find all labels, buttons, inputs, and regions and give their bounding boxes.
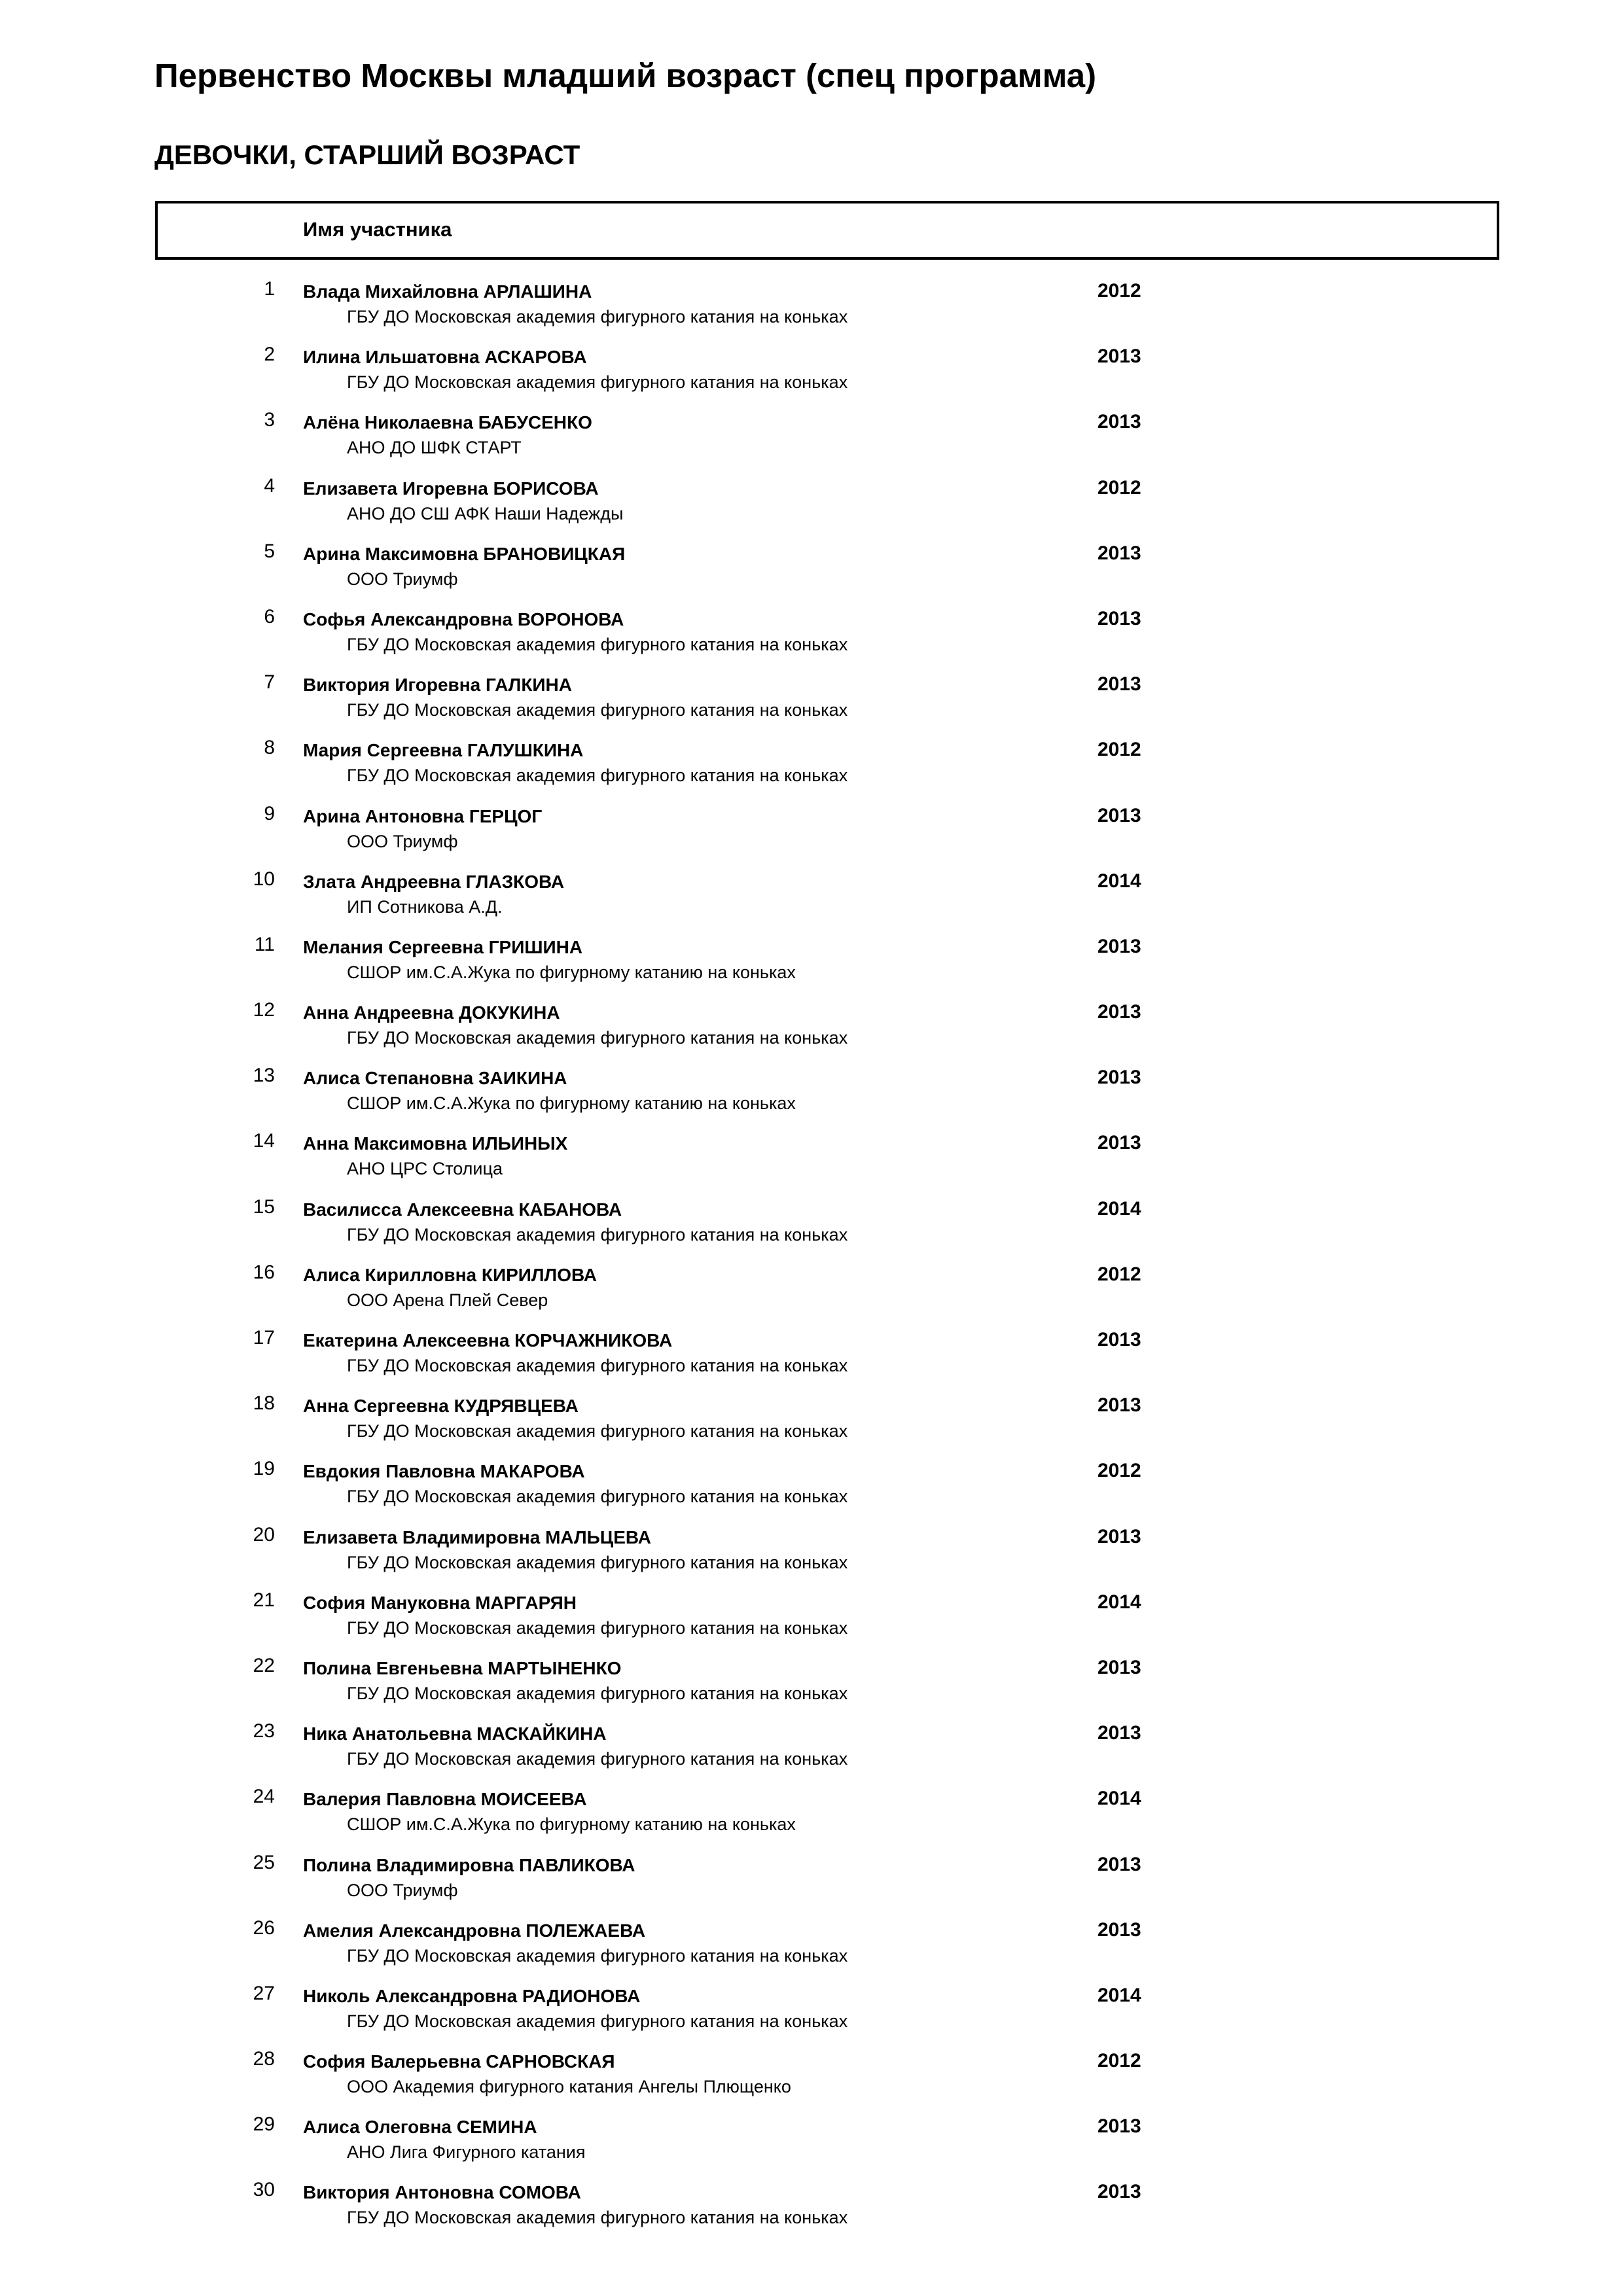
participant-number: 28 xyxy=(253,2048,275,2070)
participant-birth-year: 2013 xyxy=(1097,1656,1141,1678)
participant-organization: ИП Сотникова А.Д. xyxy=(347,896,503,917)
participant-name: Анна Максимовна ИЛЬИНЫХ xyxy=(303,1133,568,1154)
participant-name: Злата Андреевна ГЛАЗКОВА xyxy=(303,871,565,892)
participant-name: Елизавета Владимировна МАЛЬЦЕВА xyxy=(303,1527,651,1547)
participant-number: 7 xyxy=(264,671,275,694)
participant-birth-year: 2013 xyxy=(1097,1067,1141,1089)
participant-birth-year: 2012 xyxy=(1097,739,1141,761)
participant-row xyxy=(0,1785,1623,1850)
participant-row xyxy=(0,277,1623,343)
page-title: Первенство Москвы младший возраст (спец программа) xyxy=(154,57,1097,94)
participant-organization: ГБУ ДО Московская академия фигурного катания на коньках xyxy=(347,2208,848,2228)
participant-number: 17 xyxy=(253,1327,275,1349)
participant-number: 11 xyxy=(254,933,275,955)
participant-number: 26 xyxy=(253,1916,275,1939)
participant-organization: ГБУ ДО Московская академия фигурного катания на коньках xyxy=(347,1683,848,1703)
participant-name: Анна Андреевна ДОКУКИНА xyxy=(303,1002,560,1023)
participant-row xyxy=(0,1392,1623,1457)
participant-row xyxy=(0,1916,1623,1982)
participant-number: 18 xyxy=(253,1392,275,1415)
participant-name: Анна Сергеевна КУДРЯВЦЕВА xyxy=(303,1396,579,1417)
participant-number: 6 xyxy=(264,605,275,627)
participant-name: Алёна Николаевна БАБУСЕНКО xyxy=(303,412,592,433)
participant-organization: АНО Лига Фигурного катания xyxy=(347,2142,586,2163)
participant-birth-year: 2013 xyxy=(1097,1853,1141,1875)
participant-number: 21 xyxy=(253,1589,275,1611)
participant-row xyxy=(0,474,1623,540)
participant-number: 27 xyxy=(253,1982,275,2004)
participant-birth-year: 2013 xyxy=(1097,542,1141,564)
participant-row xyxy=(0,2178,1623,2244)
participant-birth-year: 2013 xyxy=(1097,1918,1141,1941)
participant-number: 22 xyxy=(253,1654,275,1676)
participant-birth-year: 2013 xyxy=(1097,1394,1141,1417)
participant-name: Евдокия Павловна МАКАРОВА xyxy=(303,1461,585,1482)
participant-birth-year: 2013 xyxy=(1097,2181,1141,2203)
participant-number: 5 xyxy=(264,540,275,562)
participant-row xyxy=(0,1195,1623,1261)
participant-row xyxy=(0,1720,1623,1785)
participant-birth-year: 2013 xyxy=(1097,1132,1141,1154)
participant-number: 15 xyxy=(253,1195,275,1218)
participant-organization: ГБУ ДО Московская академия фигурного катания на коньках xyxy=(347,1224,848,1245)
participant-row xyxy=(0,2047,1623,2113)
participant-organization: ООО Арена Плей Север xyxy=(347,1290,548,1310)
participant-row xyxy=(0,1982,1623,2047)
participant-row xyxy=(0,868,1623,933)
participant-organization: АНО ДО ШФК СТАРТ xyxy=(347,438,522,458)
participant-row xyxy=(0,736,1623,802)
participant-birth-year: 2013 xyxy=(1097,1722,1141,1744)
category-subtitle: ДЕВОЧКИ, СТАРШИЙ ВОЗРАСТ xyxy=(154,139,580,170)
participant-row xyxy=(0,605,1623,671)
participant-organization: ООО Триумф xyxy=(347,569,458,589)
participant-number: 13 xyxy=(253,1065,275,1087)
participant-row xyxy=(0,1654,1623,1720)
participant-organization: ГБУ ДО Московская академия фигурного катания на коньках xyxy=(347,766,848,786)
participant-organization: ГБУ ДО Московская академия фигурного катания на коньках xyxy=(347,1487,848,1507)
participant-organization: ГБУ ДО Московская академия фигурного катания на коньках xyxy=(347,1552,848,1572)
participant-name: Полина Владимировна ПАВЛИКОВА xyxy=(303,1854,635,1875)
participant-row xyxy=(0,1129,1623,1195)
participant-organization: ГБУ ДО Московская академия фигурного катания на коньках xyxy=(347,1421,848,1441)
participant-birth-year: 2013 xyxy=(1097,1001,1141,1023)
participant-row xyxy=(0,933,1623,998)
participant-number: 30 xyxy=(253,2179,275,2201)
participant-number: 14 xyxy=(253,1130,275,1152)
participant-name: Амелия Александровна ПОЛЕЖАЕВА xyxy=(303,1920,646,1941)
participant-birth-year: 2012 xyxy=(1097,476,1141,499)
table-header xyxy=(155,201,1499,260)
participant-name: Алиса Олеговна СЕМИНА xyxy=(303,2117,537,2138)
participant-row xyxy=(0,408,1623,474)
participant-row xyxy=(0,1457,1623,1523)
participant-row xyxy=(0,1064,1623,1129)
participant-organization: ГБУ ДО Московская академия фигурного катания на коньках xyxy=(347,372,848,393)
participant-number: 4 xyxy=(264,474,275,497)
participant-number: 2 xyxy=(264,344,275,366)
participant-name: Виктория Антоновна СОМОВА xyxy=(303,2182,581,2203)
participant-name: Екатерина Алексеевна КОРЧАЖНИКОВА xyxy=(303,1330,673,1351)
participant-organization: ГБУ ДО Московская академия фигурного катания на коньках xyxy=(347,1356,848,1375)
participant-organization: ГБУ ДО Московская академия фигурного катания на коньках xyxy=(347,634,848,654)
participant-list xyxy=(0,277,1623,2244)
participant-organization: ГБУ ДО Московская академия фигурного катания на коньках xyxy=(347,307,848,327)
participant-name: Мелания Сергеевна ГРИШИНА xyxy=(303,936,583,957)
participant-name: Николь Александровна РАДИОНОВА xyxy=(303,1985,641,2006)
participant-birth-year: 2013 xyxy=(1097,607,1141,629)
participant-birth-year: 2012 xyxy=(1097,2050,1141,2072)
participant-name: София Мануковна МАРГАРЯН xyxy=(303,1592,577,1613)
participant-row xyxy=(0,540,1623,605)
participant-birth-year: 2013 xyxy=(1097,345,1141,368)
participant-number: 12 xyxy=(253,999,275,1021)
participant-organization: ГБУ ДО Московская академия фигурного катания на коньках xyxy=(347,1749,848,1769)
participant-organization: ГБУ ДО Московская академия фигурного катания на коньках xyxy=(347,700,848,720)
participant-name: Валерия Павловна МОИСЕЕВА xyxy=(303,1789,587,1810)
participant-name: Мария Сергеевна ГАЛУШКИНА xyxy=(303,740,584,761)
participant-organization: АНО ЦРС Столица xyxy=(347,1159,503,1179)
participant-row xyxy=(0,1523,1623,1589)
participant-organization: ГБУ ДО Московская академия фигурного катания на коньках xyxy=(347,1617,848,1638)
participant-number: 20 xyxy=(253,1523,275,1545)
participant-organization: ГБУ ДО Московская академия фигурного катания на коньках xyxy=(347,1945,848,1966)
participant-number: 24 xyxy=(253,1786,275,1808)
participant-organization: ГБУ ДО Московская академия фигурного катания на коньках xyxy=(347,2011,848,2031)
participant-organization: ООО Триумф xyxy=(347,831,458,851)
participant-name: Полина Евгеньевна МАРТЫНЕНКО xyxy=(303,1657,622,1678)
participant-row xyxy=(0,998,1623,1064)
participant-row xyxy=(0,2113,1623,2178)
participant-name: Алиса Кирилловна КИРИЛЛОВА xyxy=(303,1264,597,1285)
participant-name: Алиса Степановна ЗАИКИНА xyxy=(303,1068,567,1089)
column-header-participant-name: Имя участника xyxy=(303,218,452,241)
participant-name: Софья Александровна ВОРОНОВА xyxy=(303,609,624,629)
participant-birth-year: 2012 xyxy=(1097,1460,1141,1482)
participant-name: София Валерьевна САРНОВСКАЯ xyxy=(303,2051,615,2072)
participant-birth-year: 2013 xyxy=(1097,935,1141,957)
participant-number: 19 xyxy=(253,1458,275,1480)
participant-number: 16 xyxy=(253,1261,275,1283)
participant-birth-year: 2014 xyxy=(1097,870,1141,892)
participant-row xyxy=(0,671,1623,736)
participant-row xyxy=(0,1261,1623,1326)
participant-number: 29 xyxy=(253,2113,275,2136)
participant-birth-year: 2012 xyxy=(1097,280,1141,302)
participant-birth-year: 2013 xyxy=(1097,804,1141,826)
participant-birth-year: 2012 xyxy=(1097,1263,1141,1285)
participant-number: 23 xyxy=(253,1720,275,1742)
participant-birth-year: 2014 xyxy=(1097,1984,1141,2006)
participant-birth-year: 2014 xyxy=(1097,1197,1141,1220)
participant-name: Елизавета Игоревна БОРИСОВА xyxy=(303,478,599,499)
participant-name: Илина Ильшатовна АСКАРОВА xyxy=(303,347,587,368)
participant-row xyxy=(0,1589,1623,1654)
participant-organization: ООО Академия фигурного катания Ангелы Плющенко xyxy=(347,2077,791,2097)
participant-name: Виктория Игоревна ГАЛКИНА xyxy=(303,675,572,696)
participant-organization: ГБУ ДО Московская академия фигурного катания на коньках xyxy=(347,1028,848,1048)
participant-organization: СШОР им.С.А.Жука по фигурному катанию на коньках xyxy=(347,1814,796,1835)
participant-name: Арина Антоновна ГЕРЦОГ xyxy=(303,805,543,826)
participant-birth-year: 2013 xyxy=(1097,2115,1141,2138)
participant-row xyxy=(0,343,1623,408)
participant-number: 9 xyxy=(264,802,275,824)
participant-organization: ООО Триумф xyxy=(347,1880,458,1900)
participant-number: 1 xyxy=(264,278,275,300)
participant-birth-year: 2013 xyxy=(1097,1525,1141,1547)
participant-name: Влада Михайловна АРЛАШИНА xyxy=(303,281,592,302)
participant-row xyxy=(0,802,1623,868)
participant-number: 8 xyxy=(264,737,275,759)
participant-birth-year: 2013 xyxy=(1097,411,1141,433)
participant-name: Арина Максимовна БРАНОВИЦКАЯ xyxy=(303,543,626,564)
participant-number: 3 xyxy=(264,409,275,431)
participant-birth-year: 2014 xyxy=(1097,1788,1141,1810)
participant-organization: СШОР им.С.А.Жука по фигурному катанию на коньках xyxy=(347,962,796,982)
participant-birth-year: 2013 xyxy=(1097,673,1141,696)
participant-birth-year: 2013 xyxy=(1097,1329,1141,1351)
participant-name: Василисса Алексеевна КАБАНОВА xyxy=(303,1199,622,1220)
participant-organization: АНО ДО СШ АФК Наши Надежды xyxy=(347,503,624,523)
participant-organization: СШОР им.С.А.Жука по фигурному катанию на коньках xyxy=(347,1093,796,1114)
participant-number: 10 xyxy=(253,868,275,890)
participant-row xyxy=(0,1851,1623,1916)
participant-birth-year: 2014 xyxy=(1097,1591,1141,1613)
participant-name: Ника Анатольевна МАСКАЙКИНА xyxy=(303,1723,607,1744)
participant-number: 25 xyxy=(253,1851,275,1873)
participant-row xyxy=(0,1326,1623,1392)
